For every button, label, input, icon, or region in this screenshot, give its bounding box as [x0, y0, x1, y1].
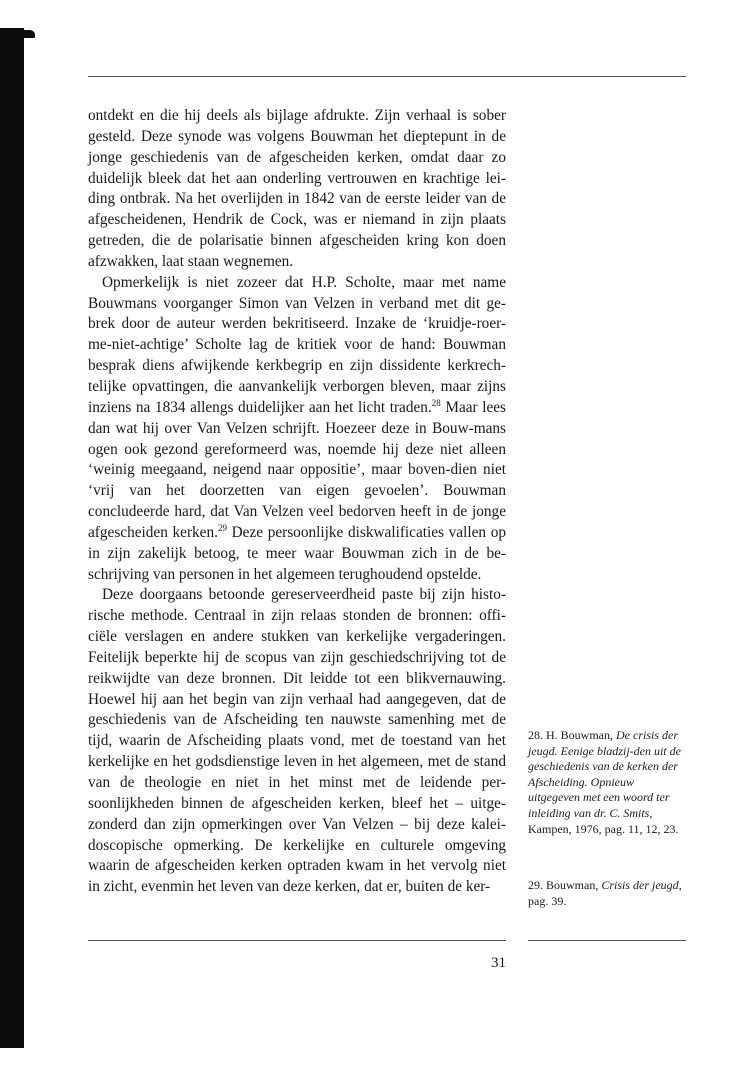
footnote-29-title: Crisis der jeugd — [601, 878, 679, 892]
footnote-28-tail: , Kampen, 1976, pag. 11, 12, 23. — [528, 805, 679, 836]
body-paragraph-1: ontdekt en die hij deels als bijlage afdrukte. Zijn verhaal is sober gesteld. Deze synode was volgens Bouwman het dieptepunt in de jonge geschiedenis van de afgescheiden kerken, omdat daar zo duidelijk bleek dat het aan onderling vertrouwen en krachtige lei-ding ontbrak. Na het overlijden in 1842 van de eerste leider van de afgescheidenen, Hendrik de Cock, was er niemand in zijn plaats getreden, die de polarisatie binnen afgescheiden kring kon doen afzwakken, laat staan wegnemen. — [88, 107, 506, 270]
footer-rule-notes — [528, 940, 686, 941]
header-rule — [88, 76, 686, 77]
footnote-ref-28: 28 — [431, 397, 441, 408]
footnote-28-title: De crisis der jeugd. Eenige bladzij-den uit de geschiedenis van de kerken der Afscheiding. Opnieuw uitgegeven met een woord ter inleiding van dr. C. Smits — [528, 728, 681, 820]
body-paragraph-2-part-b: Maar lees dan wat hij over Van Velzen schrijft. Hoezeer deze in Bouw-mans ogen ook gezond gereformeerd was, noemde hij deze niet alleen ‘weinig meegaand, neigend naar oppositie’, maar boven-dien niet ‘vrij van het doorzetten van eigen gevoelen’. Bouwman concludeerde hard, dat Van Velzen veel bedorven heeft in de jonge afgescheiden kerken. — [88, 398, 506, 541]
footnote-29-lead: 29. Bouwman, — [528, 878, 602, 892]
footnote-ref-29: 29 — [217, 522, 227, 533]
main-text-column — [88, 106, 506, 898]
body-paragraph-2-part-a: Opmerkelijk is niet zozeer dat H.P. Scholte, maar met name Bouwmans voorganger Simon van Velzen in verband met dit ge-brek door de auteur werden bekritiseerd. Inzake de ‘kruidje-roer-me-niet-achtige’ Scholte lag de kritiek voor de hand: Bouwman besprak diens afwijkende kerkbegrip en zijn dissidente kerkrech-telijke opvattingen, die aanvankelijk verborgen bleven, maar zijns inziens na 1834 allengs duidelijker aan het licht traden. — [88, 273, 506, 416]
body-paragraph-2-part-c: Deze persoonlijke diskwalificaties vallen op in zijn zakelijk betoog, te meer waar Bouwman zich in de be-schrijving van personen in het algemeen terughoudend opstelde. — [88, 523, 506, 583]
page-binding-flare — [19, 30, 38, 38]
footnote-29-tail: , pag. 39. — [528, 878, 682, 908]
footnote-28-lead: 28. H. Bouwman, — [528, 728, 616, 742]
footnote-28 — [528, 728, 688, 837]
page-number: 31 — [491, 955, 506, 971]
page-binding-shadow — [0, 28, 24, 1048]
body-paragraph-3: Deze doorgaans betoonde gereserveerdheid paste bij zijn histo-rische methode. Centraal in zijn relaas stonden de bronnen: offi-ciële verslagen en andere stukken van kerkelijke vergaderingen. Feitelijk beperkte hij de scopus van zijn geschiedschrijving tot de reikwijdte van deze bronnen. Dit leidde tot een blikvernauwing. Hoewel hij aan het begin van zijn verhaal had aangegeven, dat de geschiedenis van de Afscheiding ten nauwste samenhing met de tijd, waarin de Afscheiding plaats vond, met de toestand van het kerkelijke en het godsdienstige leven in het algemeen, met de stand van de theologie en niet in het minst met de leidende per-soonlijkheden binnen de afgescheiden kerken, bleef het – uitge-zonderd dan zijn opmerkingen over Van Velzen – bij deze kalei-doscopische opmerking. De kerkelijke en culturele omgeving waarin de afgescheiden kerken optraden kwam in het vervolg niet in zicht, evenmin het leven van deze kerken, dat er, buiten de ker- — [88, 586, 506, 896]
footer-rule-main — [88, 940, 506, 941]
footnote-29 — [528, 878, 688, 909]
body-paragraph-2 — [88, 273, 506, 586]
